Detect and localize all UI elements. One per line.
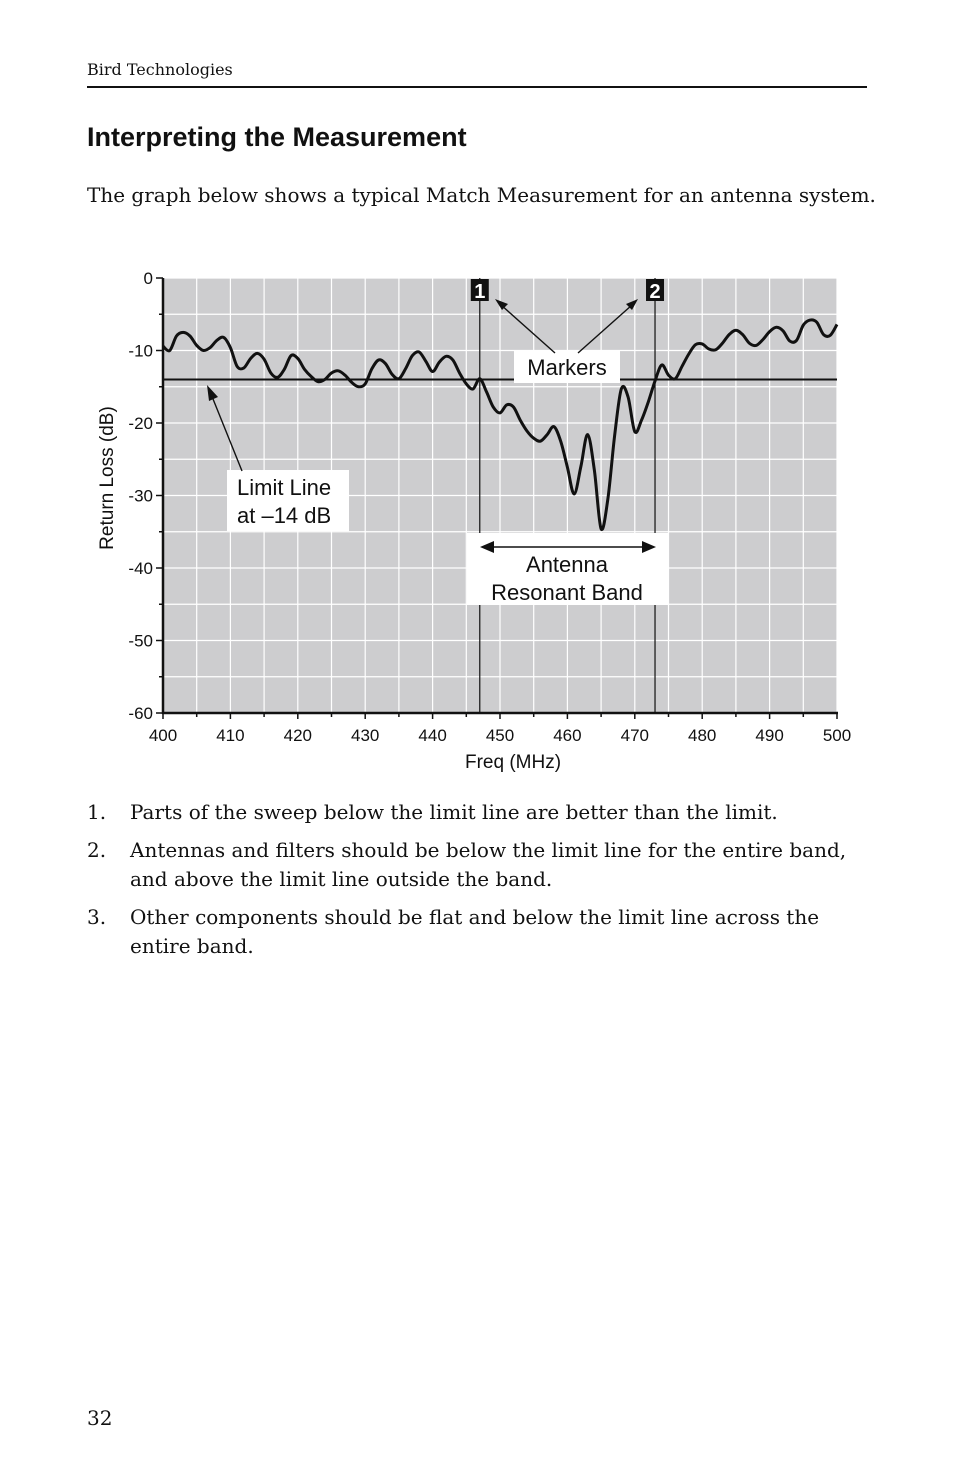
running-header: Bird Technologies <box>87 60 233 79</box>
x-tick-label: 410 <box>216 726 245 745</box>
y-tick-label: -20 <box>128 414 153 433</box>
return-loss-chart <box>0 255 954 785</box>
y-tick-label: -50 <box>128 631 153 651</box>
x-tick-label: 490 <box>755 726 784 745</box>
x-tick-label: 400 <box>148 726 178 745</box>
list-item-text: Other components should be flat and below the limit line across the entire band. <box>130 905 820 958</box>
list-item-text: Parts of the sweep below the limit line are better than the limit. <box>130 800 778 824</box>
x-axis-label: Freq (MHz) <box>464 752 562 773</box>
y-tick-label: 0 <box>143 269 153 288</box>
x-tick-label: 480 <box>688 726 717 745</box>
y-tick-label: -10 <box>128 341 153 361</box>
y-axis-label: Return Loss (dB) <box>97 406 118 550</box>
list-item-text: Antennas and filters should be below the limit line for the entire band, and above the limit line outside the band. <box>130 838 847 891</box>
limit-label-line1: Limit Line <box>237 475 332 500</box>
list-item <box>87 798 877 827</box>
markers-label: Markers <box>527 355 607 380</box>
x-tick-label: 430 <box>351 726 380 745</box>
x-tick-label: 500 <box>822 726 852 745</box>
header-rule <box>87 86 867 88</box>
list-item-number: 2. <box>87 838 107 862</box>
x-tick-label: 440 <box>418 726 447 745</box>
x-tick-label: 460 <box>553 726 582 745</box>
band-label-line2: Resonant Band <box>491 580 643 605</box>
section-title: Interpreting the Measurement <box>87 122 467 152</box>
list-item <box>87 836 877 894</box>
list-item-number: 1. <box>87 800 107 824</box>
band-label-line1: Antenna <box>526 552 608 577</box>
x-tick-label: 470 <box>620 726 649 745</box>
y-tick-label: -60 <box>128 704 153 723</box>
list-item-number: 3. <box>87 905 107 929</box>
limit-label-line2: at –14 dB <box>237 503 332 528</box>
y-tick-label: -30 <box>128 486 153 506</box>
page-number: 32 <box>87 1406 113 1430</box>
marker-badge-label: 2 <box>649 281 661 303</box>
numbered-list <box>87 798 877 970</box>
intro-paragraph: The graph below shows a typical Match Measurement for an antenna system. <box>87 183 876 207</box>
x-tick-label: 450 <box>485 726 515 745</box>
x-tick-label: 420 <box>283 726 312 745</box>
list-item <box>87 903 877 961</box>
y-tick-label: -40 <box>128 559 153 578</box>
marker-badge-label: 1 <box>474 281 486 303</box>
